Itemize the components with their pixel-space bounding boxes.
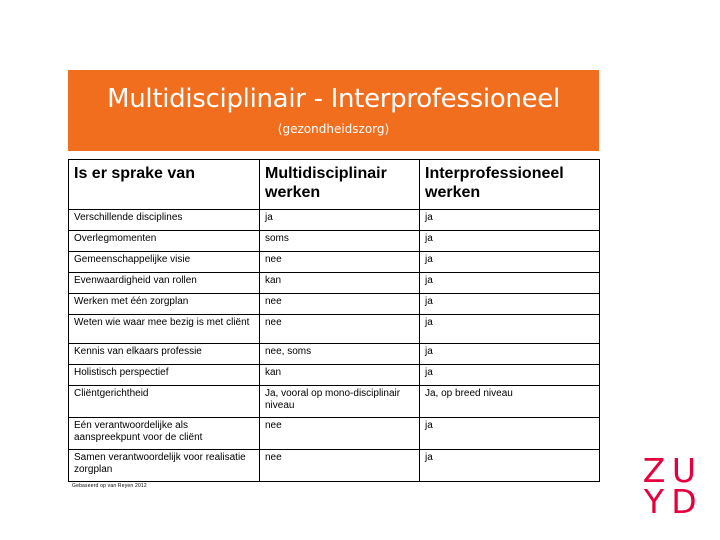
table-row	[69, 273, 600, 294]
zuyd-logo	[641, 451, 697, 521]
interprofessioneel-cell: ja	[420, 450, 600, 482]
interprofessioneel-cell: ja	[420, 344, 600, 365]
interprofessioneel-cell: ja	[420, 294, 600, 315]
table-row	[69, 344, 600, 365]
table-row	[69, 231, 600, 252]
interprofessioneel-cell: ja	[420, 252, 600, 273]
multidisciplinair-cell: nee	[260, 450, 420, 482]
table-row	[69, 450, 600, 482]
criterion-cell: Cliëntgerichtheid	[69, 386, 260, 418]
multidisciplinair-cell: soms	[260, 231, 420, 252]
criterion-cell: Overlegmomenten	[69, 231, 260, 252]
table-row	[69, 294, 600, 315]
criterion-cell: Verschillende disciplines	[69, 210, 260, 231]
comparison-table	[68, 159, 600, 482]
criterion-cell: Kennis van elkaars professie	[69, 344, 260, 365]
table-row	[69, 210, 600, 231]
interprofessioneel-cell: ja	[420, 210, 600, 231]
table-row	[69, 418, 600, 450]
slide-subtitle: (gezondheidszorg)	[277, 122, 390, 136]
criterion-cell: Gemeenschappelijke visie	[69, 252, 260, 273]
criterion-cell: Werken met één zorgplan	[69, 294, 260, 315]
multidisciplinair-cell: Ja, vooral op mono-disciplinair niveau	[260, 386, 420, 418]
criterion-cell: Eén verantwoordelijke als aanspreekpunt voor de cliënt	[69, 418, 260, 450]
interprofessioneel-cell: ja	[420, 418, 600, 450]
criterion-cell: Weten wie waar mee bezig is met cliënt	[69, 315, 260, 344]
header-multidisciplinair: Multidisciplinair werken	[260, 160, 420, 210]
interprofessioneel-cell: ja	[420, 315, 600, 344]
table-row	[69, 252, 600, 273]
multidisciplinair-cell: nee	[260, 294, 420, 315]
source-note: Gebaseerd op van Reyen 2012	[72, 483, 147, 489]
logo-letter: U	[671, 451, 697, 490]
criterion-cell: Evenwaardigheid van rollen	[69, 273, 260, 294]
multidisciplinair-cell: kan	[260, 365, 420, 386]
logo-letter: Y	[643, 482, 665, 521]
logo-letter: D	[671, 482, 697, 521]
multidisciplinair-cell: ja	[260, 210, 420, 231]
table-row	[69, 386, 600, 418]
multidisciplinair-cell: nee	[260, 418, 420, 450]
table-row	[69, 315, 600, 344]
title-banner	[68, 70, 599, 151]
multidisciplinair-cell: nee	[260, 315, 420, 344]
criterion-cell: Holistisch perspectief	[69, 365, 260, 386]
interprofessioneel-cell: ja	[420, 273, 600, 294]
criterion-cell: Samen verantwoordelijk voor realisatie zorgplan	[69, 450, 260, 482]
table-row	[69, 365, 600, 386]
multidisciplinair-cell: nee, soms	[260, 344, 420, 365]
table-header-row	[69, 160, 600, 210]
multidisciplinair-cell: nee	[260, 252, 420, 273]
slide-title: Multidisciplinair - Interprofessioneel	[107, 84, 560, 114]
interprofessioneel-cell: ja	[420, 365, 600, 386]
header-criterion: Is er sprake van	[69, 160, 260, 210]
multidisciplinair-cell: kan	[260, 273, 420, 294]
interprofessioneel-cell: Ja, op breed niveau	[420, 386, 600, 418]
logo-letter: Z	[642, 451, 666, 490]
header-interprofessioneel: Interprofessioneel werken	[420, 160, 600, 210]
interprofessioneel-cell: ja	[420, 231, 600, 252]
